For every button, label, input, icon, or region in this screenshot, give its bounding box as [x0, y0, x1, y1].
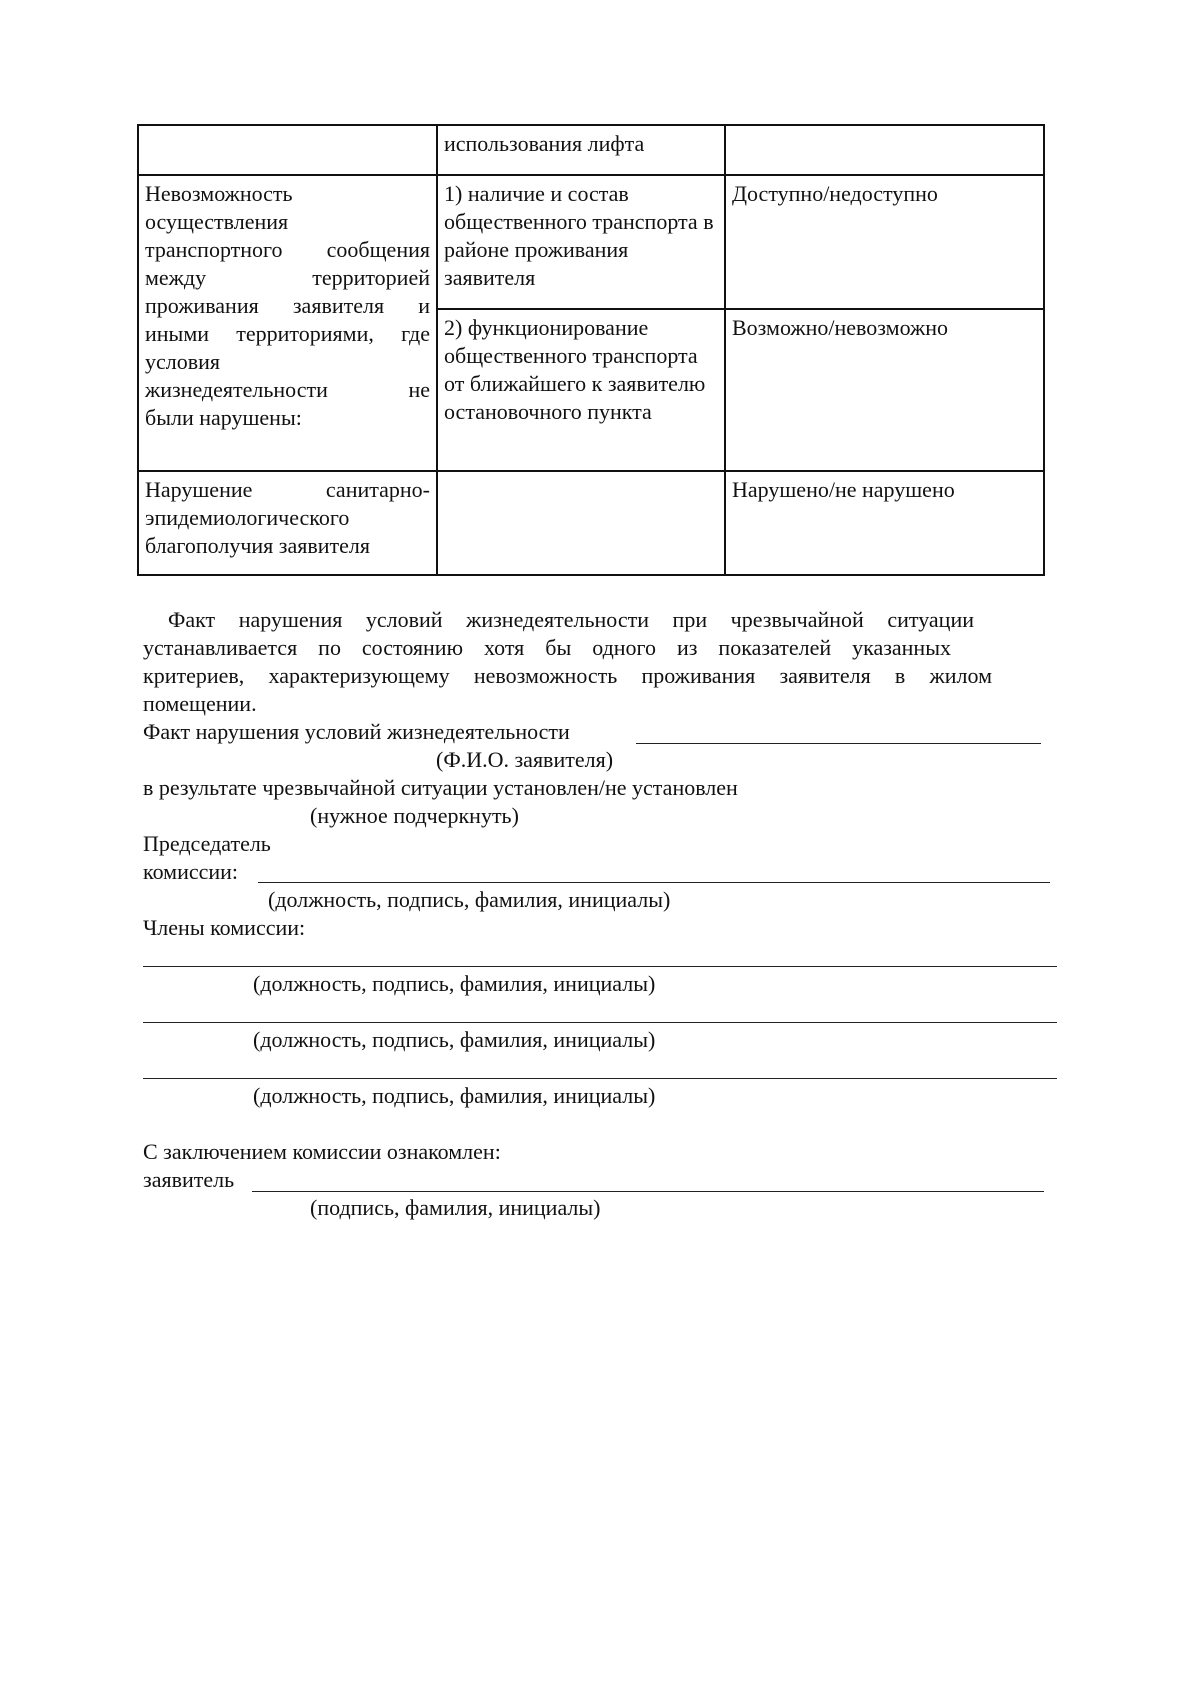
member-signature-field[interactable] — [143, 1078, 1057, 1079]
underline-hint: (нужное подчеркнуть) — [310, 803, 519, 828]
table-cell: Доступно/недоступно — [725, 175, 1044, 309]
table-cell: использования лифта — [437, 125, 725, 175]
chair-caption: (должность, подпись, фамилия, инициалы) — [268, 887, 671, 912]
paragraph-line: устанавливается по состоянию хотя бы одного из показателей указанных — [143, 635, 951, 660]
cell-line: эпидемиологического — [145, 505, 350, 530]
cell-line: благополучия заявителя — [145, 533, 370, 558]
member-signature-field[interactable] — [143, 1022, 1057, 1023]
applicant-signature-field[interactable] — [252, 1191, 1044, 1192]
applicant-name-field[interactable] — [636, 743, 1041, 744]
table-cell — [725, 125, 1044, 175]
table-cell: Нарушено/не нарушено — [725, 471, 1044, 575]
applicant-caption: (подпись, фамилия, инициалы) — [310, 1195, 601, 1220]
applicant-label: заявитель — [143, 1167, 235, 1192]
cell-line: осуществления — [145, 209, 289, 234]
applicant-intro: С заключением комиссии ознакомлен: — [143, 1139, 501, 1164]
member-caption: (должность, подпись, фамилия, инициалы) — [253, 971, 656, 996]
cell-line: жизнедеятельности не — [145, 377, 430, 402]
cell-line: иными территориями, где — [145, 321, 430, 346]
fact-result: в результате чрезвычайной ситуации установлен/не установлен — [143, 775, 738, 800]
chair-label-2: комиссии: — [143, 859, 239, 884]
paragraph-line: критериев, характеризующему невозможность проживания заявителя в жилом — [143, 663, 992, 688]
table-cell — [138, 125, 437, 175]
paragraph-line: Факт нарушения условий жизнедеятельности при чрезвычайной ситуации — [168, 607, 974, 632]
fact-label: Факт нарушения условий жизнедеятельности — [143, 719, 570, 744]
chair-signature-field[interactable] — [258, 882, 1050, 883]
table-cell-sanitary-criterion — [138, 471, 437, 575]
table-cell: 2) функционирование общественного транспорта от ближайшего к заявителю остановочного пункта — [437, 309, 725, 471]
table-cell: Возможно/невозможно — [725, 309, 1044, 471]
cell-line: транспортного сообщения — [145, 237, 430, 262]
cell-line: условия — [145, 349, 221, 374]
table-cell — [437, 471, 725, 575]
member-caption: (должность, подпись, фамилия, инициалы) — [253, 1027, 656, 1052]
table-row — [138, 125, 1044, 175]
cell-line: между территорией — [145, 265, 430, 290]
table-row — [138, 175, 1044, 309]
table-cell: 1) наличие и состав общественного транспорта в районе проживания заявителя — [437, 175, 725, 309]
cell-line: Нарушение санитарно- — [145, 477, 430, 502]
table-cell-transport-criterion — [138, 175, 437, 471]
applicant-name-caption: (Ф.И.О. заявителя) — [436, 747, 614, 772]
cell-line: Невозможность — [145, 181, 293, 206]
criteria-table — [137, 124, 1045, 576]
member-caption: (должность, подпись, фамилия, инициалы) — [253, 1083, 656, 1108]
member-signature-field[interactable] — [143, 966, 1057, 967]
cell-line: были нарушены: — [145, 405, 302, 430]
paragraph-line: помещении. — [143, 691, 257, 716]
table-row — [138, 471, 1044, 575]
cell-line: проживания заявителя и — [145, 293, 430, 318]
members-label: Члены комиссии: — [143, 915, 306, 940]
chair-label: Председатель — [143, 831, 271, 856]
